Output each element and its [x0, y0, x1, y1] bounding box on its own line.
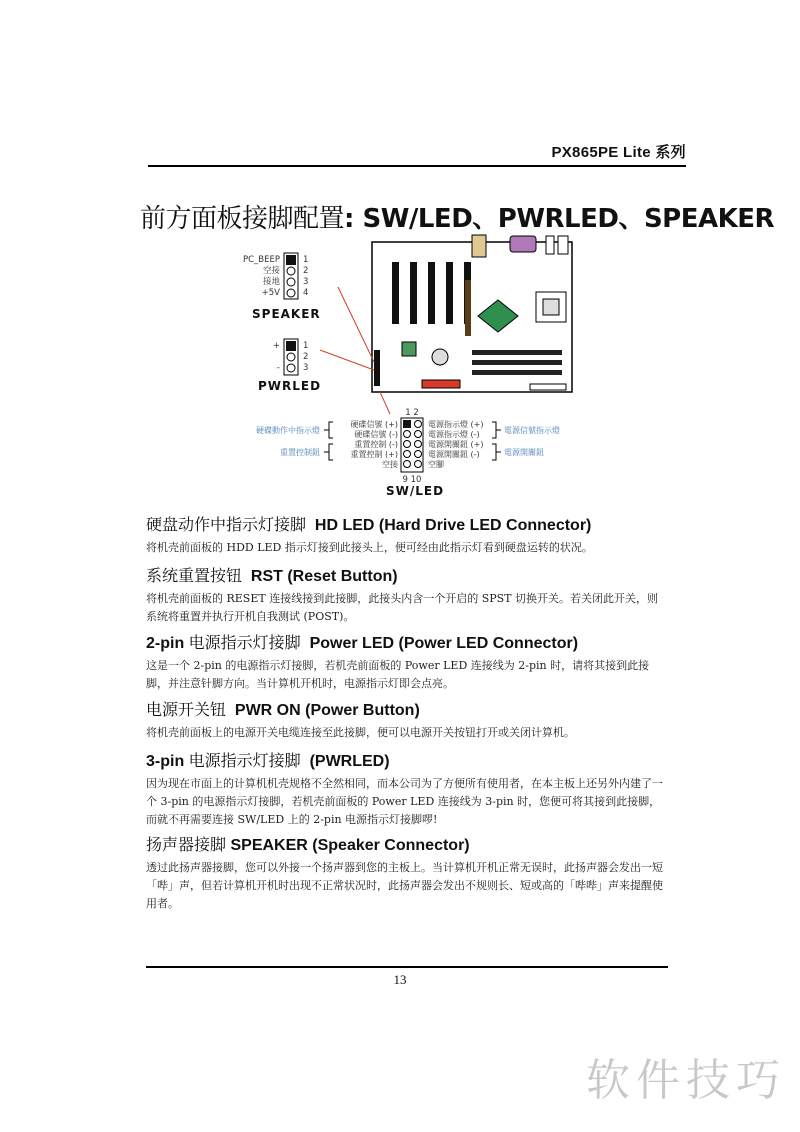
pwrled-label-0: +	[272, 341, 280, 351]
title-zh: 前方面板接脚配置	[140, 204, 345, 234]
heading-zh: 系统重置按钮	[146, 566, 243, 585]
section-heading	[146, 512, 666, 535]
section-heading	[146, 748, 666, 771]
section-body: 将机壳前面板的 RESET 连接线接到此接脚，此接头内含一个开启的 SPST 切换开关。若关闭此开关，则系统将重置并执行开机自我测试 (POST)。	[146, 592, 659, 623]
section-heading	[146, 630, 666, 653]
swled-left-4: 空接	[382, 460, 398, 469]
section-speaker	[146, 832, 666, 913]
swled-bottom-pins: 9 10	[402, 475, 422, 485]
pwrled-label-2: -	[276, 363, 280, 373]
section-body: 这是一个 2-pin 的电源指示灯接脚，若机壳前面板的 Power LED 连接线为 2-pin 时，请将其接到此接脚，并注意针脚方向。当计算机开机时，电源指示灯即会点亮。	[146, 659, 650, 690]
heading-en: (PWRLED)	[309, 753, 390, 770]
section-hd-led	[146, 512, 666, 557]
pwrled-connector	[258, 339, 321, 393]
swled-right-1: 電源指示燈 (-)	[428, 430, 480, 439]
pwrled-title: PWRLED	[258, 379, 322, 393]
title-en: : SW/LED、PWRLED、SPEAKER	[344, 204, 775, 234]
heading-en: SPEAKER (Speaker Connector)	[230, 837, 470, 854]
section-body: 透过此扬声器接脚，您可以外接一个扬声器到您的主板上。当计算机开机正常无误时，此扬声器会发出一短「哔」声，但若计算机开机时出现不正常状况时，此扬声器会发出不规则长、短或高的「哔哔」声来提醒使用者。	[146, 861, 663, 910]
pwrled-pin-2: 3	[303, 363, 309, 373]
section-heading	[146, 563, 666, 586]
heading-zh: 电源指示灯接脚	[188, 751, 301, 770]
speaker-label-0: PC_BEEP	[242, 255, 280, 265]
section-body: 将机壳前面板上的电源开关电缆连接至此接脚，便可以电源开关按钮打开或关闭计算机。	[146, 726, 575, 739]
series-label: PX865PE Lite 系列	[551, 144, 686, 161]
section-heading	[146, 697, 666, 720]
swled-left-1: 硬碟信號 (-)	[354, 430, 398, 439]
heading-prefix: 2-pin	[146, 635, 185, 652]
page-number: 13	[393, 972, 407, 987]
heading-zh: 电源开关钮	[146, 700, 227, 719]
swled-left-group-1: 重置控制鈕	[280, 448, 320, 457]
speaker-label-2: 接地	[262, 277, 280, 287]
pwrled-pin-0: 1	[303, 341, 309, 351]
swled-right-group-0: 電源信號指示燈	[504, 426, 560, 435]
swled-right-group-1: 電源開關鈕	[504, 448, 544, 457]
heading-zh: 电源指示灯接脚	[188, 633, 301, 652]
swled-connector	[256, 408, 560, 498]
section-body: 将机壳前面板的 HDD LED 指示灯接到此接头上，便可经由此指示灯看到硬盘运转的状况。	[146, 541, 593, 554]
heading-en: PWR ON (Power Button)	[234, 702, 420, 719]
section-heading	[146, 832, 666, 855]
watermark: 软件技巧	[586, 1055, 786, 1106]
speaker-pin-1: 2	[303, 266, 309, 276]
pwrled-pin-1: 2	[303, 352, 309, 362]
header-rule	[148, 165, 686, 167]
swled-left-0: 硬碟信號 (+)	[350, 420, 398, 429]
swled-left-3: 重置控制 (+)	[350, 450, 398, 459]
front-panel-diagram	[200, 232, 600, 502]
heading-en: Power LED (Power LED Connector)	[309, 635, 579, 652]
swled-top-pins: 1 2	[405, 408, 419, 418]
swled-right-2: 電源開關鈕 (+)	[428, 440, 484, 449]
speaker-connector	[243, 253, 321, 321]
footer-rule	[146, 966, 668, 968]
heading-en: HD LED (Hard Drive LED Connector)	[314, 517, 592, 534]
swled-left-2: 重置控制 (-)	[354, 440, 398, 449]
swled-left-group-0: 硬碟動作中指示燈	[256, 426, 320, 435]
speaker-pin-0: 1	[303, 255, 309, 265]
swled-right-3: 電源開關鈕 (-)	[428, 450, 480, 459]
speaker-label-1: 空接	[262, 266, 280, 276]
speaker-pin-2: 3	[303, 277, 309, 287]
section-body: 因为现在市面上的计算机机壳规格不全然相同，而本公司为了方便所有使用者，在本主板上还另外内建了一个 3-pin 的电源指示灯接脚，若机壳前面板的 Power LED 连接线为 3-pin 时，您便可将其接到此接脚，而就不再需要连接 SW/LED 上的 2-pin 电源指示灯接脚啰!	[146, 777, 663, 826]
section-pwrled	[146, 748, 666, 829]
heading-zh: 硬盘动作中指示灯接脚	[146, 515, 307, 534]
speaker-title: SPEAKER	[252, 307, 321, 321]
heading-zh: 扬声器接脚	[146, 835, 227, 854]
motherboard-illustration	[372, 235, 572, 392]
heading-prefix: 3-pin	[146, 753, 185, 770]
section-rst	[146, 563, 666, 626]
speaker-label-3: +5V	[261, 288, 280, 298]
swled-title: SW/LED	[386, 484, 445, 498]
section-power-led	[146, 630, 666, 693]
speaker-pin-3: 4	[303, 288, 309, 298]
swled-right-0: 電源指示燈 (+)	[428, 420, 484, 429]
section-pwr-on	[146, 697, 666, 742]
swled-right-4: 空腳	[428, 460, 444, 469]
page-title	[140, 198, 774, 235]
heading-en: RST (Reset Button)	[250, 568, 398, 585]
